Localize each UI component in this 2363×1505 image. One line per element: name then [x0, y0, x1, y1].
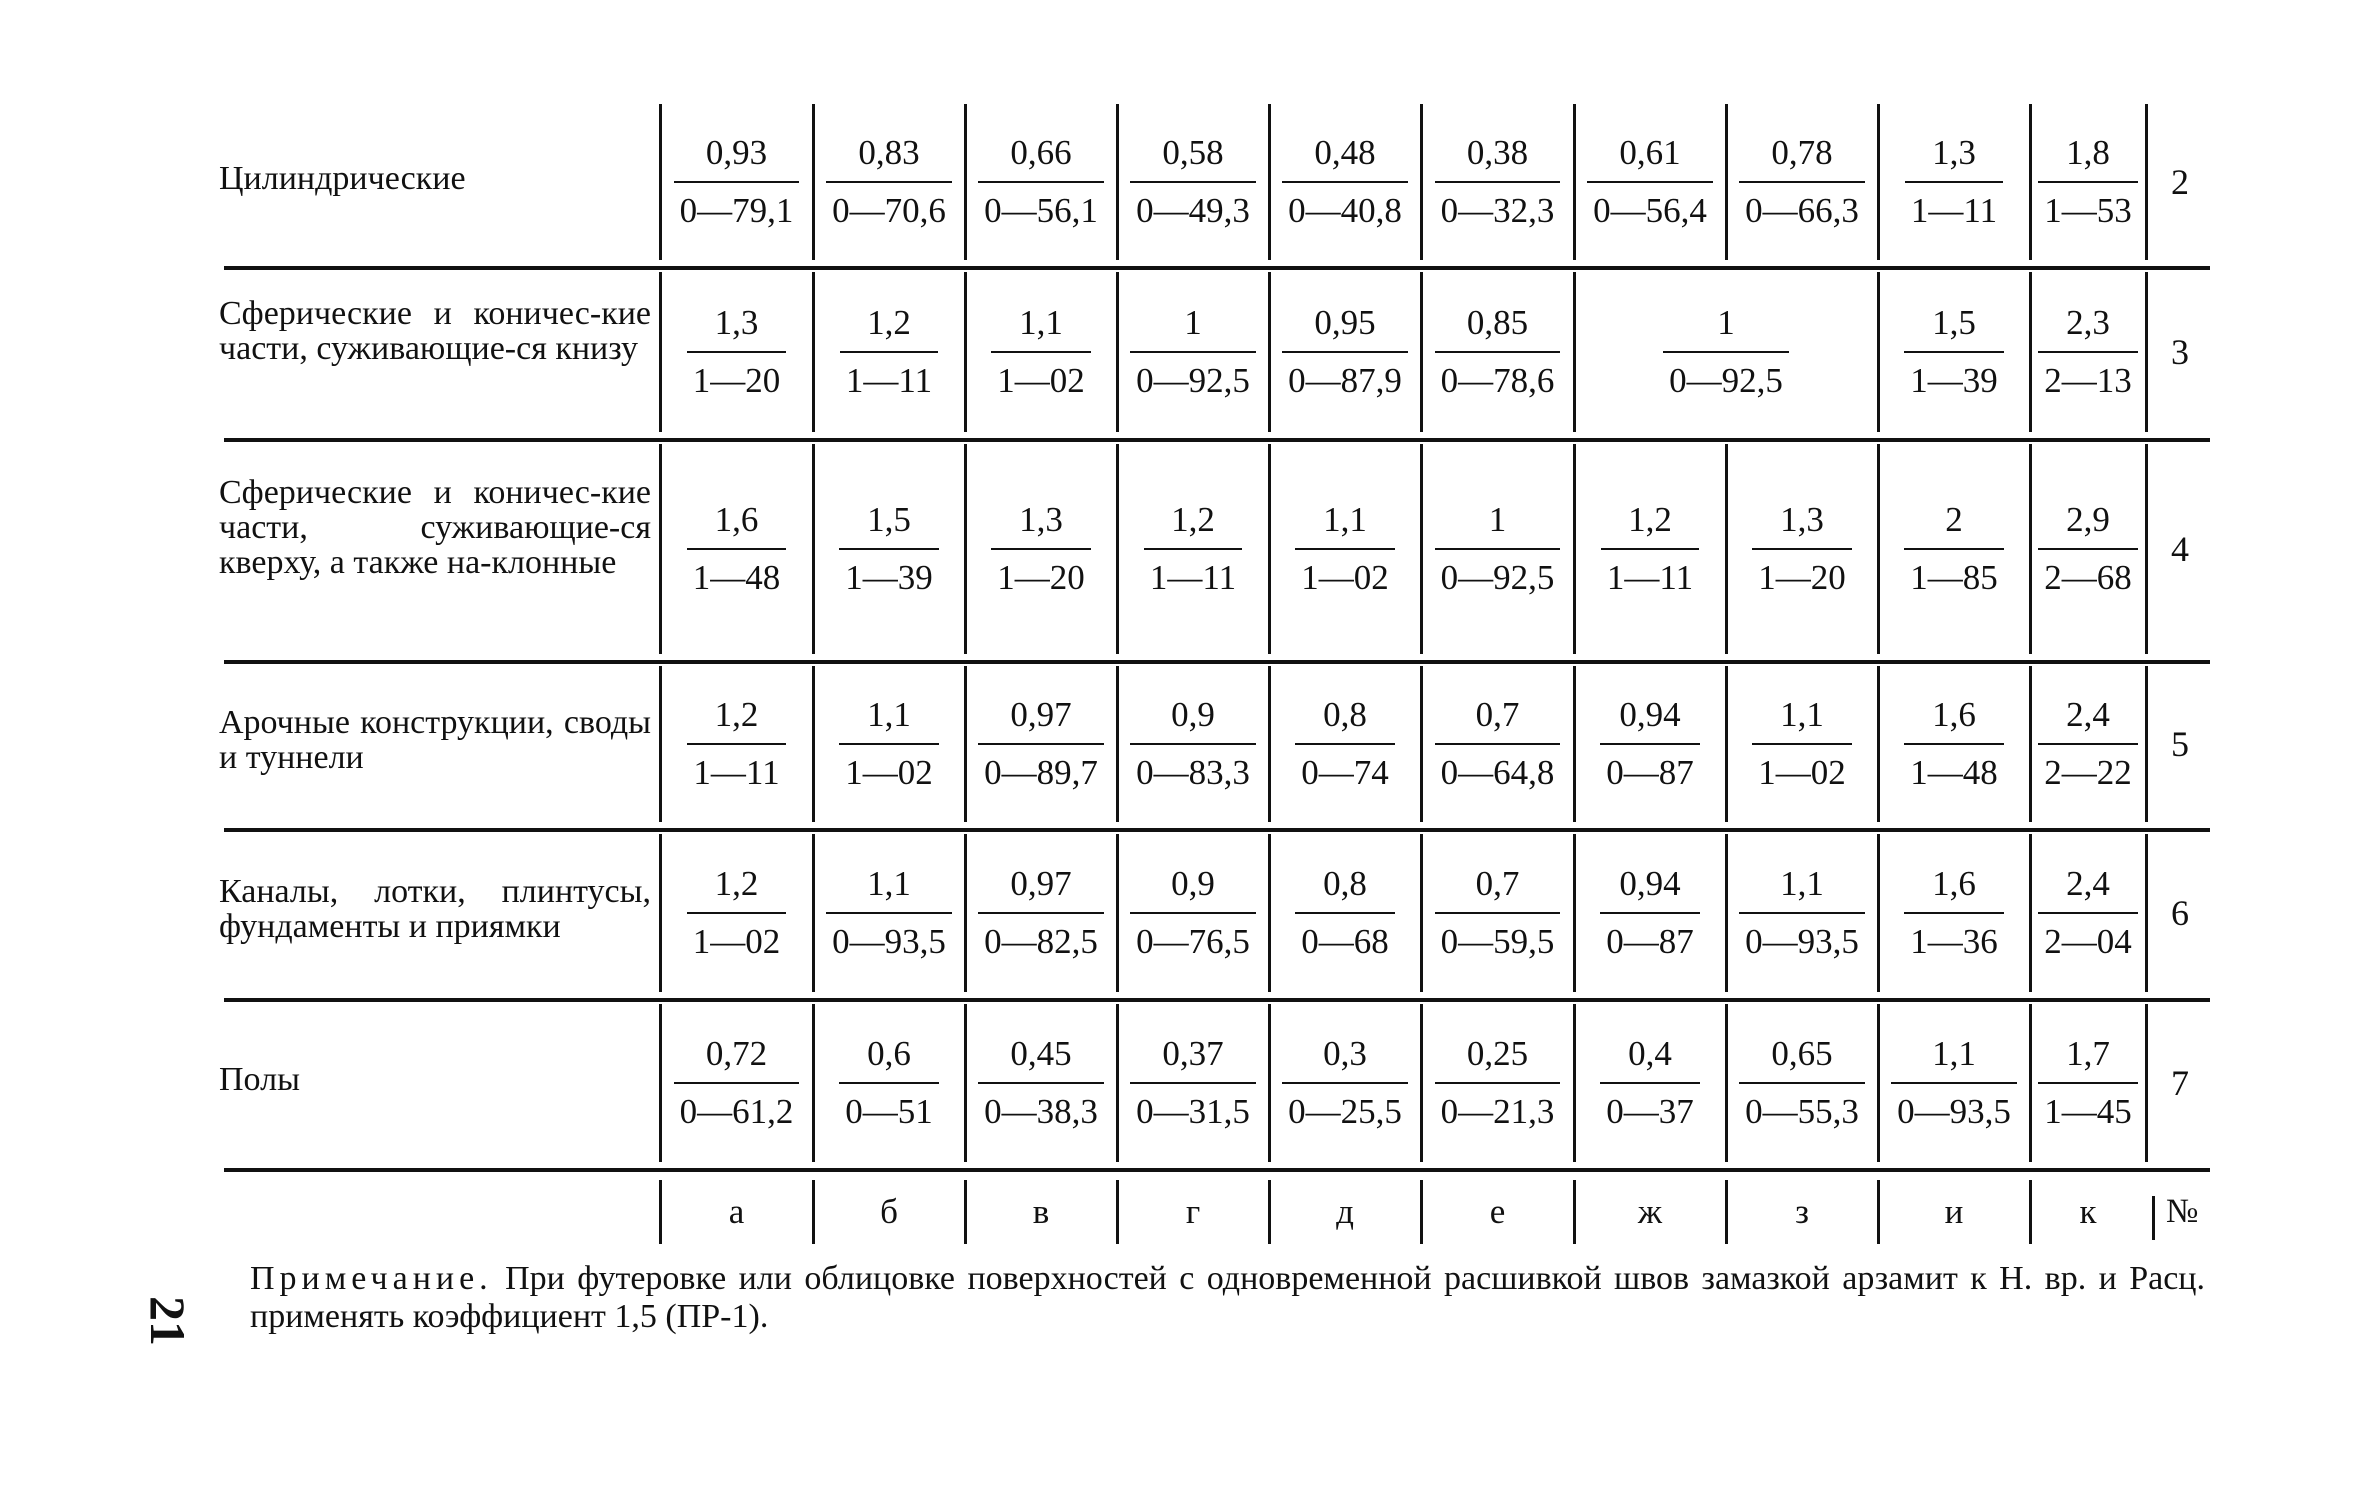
column-letter: д: [1336, 1192, 1354, 1231]
cell-coefficient: 1,2: [1171, 500, 1215, 539]
table-cell: [1729, 666, 1875, 822]
cell-coefficient: 1,8: [2066, 133, 2110, 172]
cell-separator: [1877, 272, 1880, 432]
cell-coefficient: 1: [1488, 500, 1507, 539]
table-cell: [1729, 1004, 1875, 1162]
cell-rate: 0—93,5: [826, 912, 952, 962]
number-column-header: №: [2166, 1193, 2199, 1230]
cell-separator: [1725, 444, 1728, 654]
cell-rate: 1—20: [1752, 548, 1852, 598]
cell-coefficient: 0,6: [867, 1034, 911, 1073]
cell-separator: [1877, 666, 1880, 822]
row-number: 3: [2171, 332, 2189, 372]
cell-coefficient: 0,97: [1010, 864, 1072, 903]
cell-coefficient: 0,8: [1323, 695, 1367, 734]
column-letter: в: [1032, 1192, 1050, 1231]
cell-separator: [812, 104, 815, 260]
cell-coefficient: 1,3: [1780, 500, 1824, 539]
cell-rate: 2—13: [2038, 351, 2138, 401]
row-label: Сферические и коничес-кие части, суживающие-ся книзу: [219, 294, 651, 367]
cell-separator: [1420, 666, 1423, 822]
table-cell: [816, 1004, 962, 1162]
table-cell: [1881, 444, 2027, 654]
row-divider: [224, 998, 2210, 1002]
table-cell: [1424, 666, 1571, 822]
cell-coefficient: 1,7: [2066, 1034, 2110, 1073]
table-cell: [816, 834, 962, 992]
row-number: 6: [2171, 893, 2189, 933]
table-cell: [816, 104, 962, 260]
row-divider: [224, 828, 2210, 832]
table-cell: [1272, 444, 1418, 654]
table-cell: [1272, 666, 1418, 822]
note: [250, 1260, 2205, 1336]
cell-separator: [1573, 444, 1576, 654]
cell-separator: [1877, 104, 1880, 260]
row-number: 4: [2171, 529, 2189, 569]
cell-coefficient: 0,3: [1323, 1034, 1367, 1073]
cell-rate: 0—21,3: [1435, 1082, 1561, 1132]
cell-rate: 1—36: [1904, 912, 2004, 962]
cell-coefficient: 0,45: [1010, 1034, 1072, 1073]
cell-coefficient: 0,94: [1619, 864, 1681, 903]
cell-separator: [964, 444, 967, 654]
cell-rate: 0—83,3: [1130, 743, 1256, 793]
table-cell: [2033, 1004, 2143, 1162]
cell-coefficient: 1,2: [1628, 500, 1672, 539]
cell-separator: [812, 444, 815, 654]
table-cell: [663, 444, 810, 654]
cell-separator: [659, 272, 662, 432]
table-cell: [968, 444, 1114, 654]
cell-coefficient: 1,1: [1780, 695, 1824, 734]
cell-coefficient: 1,1: [867, 695, 911, 734]
table-cell: [816, 666, 962, 822]
row-divider: [224, 266, 2210, 270]
cell-coefficient: 1: [1184, 303, 1202, 342]
cell-coefficient: 0,7: [1475, 864, 1520, 903]
cell-separator: [659, 104, 662, 260]
column-letter: з: [1795, 1192, 1809, 1231]
cell-rate: 0—82,5: [978, 912, 1104, 962]
cell-rate: 0—38,3: [978, 1082, 1104, 1132]
cell-rate: 0—79,1: [674, 181, 800, 231]
table-cell: [663, 1004, 810, 1162]
cell-coefficient: 0,25: [1466, 1034, 1529, 1073]
table-cell: [663, 666, 810, 822]
cell-rate: 0—74: [1295, 743, 1395, 793]
cell-rate: 1—02: [1752, 743, 1852, 793]
cell-separator: [1116, 444, 1119, 654]
cell-coefficient: 0,9: [1171, 864, 1215, 903]
cell-rate: 0—25,5: [1282, 1082, 1408, 1132]
cell-rate: 1—20: [991, 548, 1091, 598]
cell-coefficient: 0,95: [1314, 303, 1376, 342]
cell-rate: 1—39: [839, 548, 939, 598]
cell-rate: 1—02: [687, 912, 787, 962]
cell-separator: [2029, 1004, 2032, 1162]
cell-coefficient: 1,6: [714, 500, 759, 539]
cell-coefficient: 0,4: [1628, 1034, 1672, 1073]
cell-separator: [1116, 104, 1119, 260]
cell-separator: [2145, 104, 2148, 260]
cell-separator: [1268, 104, 1271, 260]
cell-separator: [1116, 834, 1119, 992]
row-divider: [224, 660, 2210, 664]
table-cell: [1577, 1004, 1723, 1162]
cell-rate: 1—11: [840, 351, 938, 401]
cell-separator: [2145, 666, 2148, 822]
cell-coefficient: 0,97: [1010, 695, 1072, 734]
table-cell: [663, 272, 810, 432]
row-number: 2: [2171, 162, 2189, 202]
table-cell: [1424, 104, 1571, 260]
table-cell: [1424, 272, 1571, 432]
row-number: 5: [2171, 724, 2189, 764]
cell-rate: 1—39: [1904, 351, 2004, 401]
table-cell: [663, 834, 810, 992]
table-cell: [2033, 666, 2143, 822]
table-cell: [816, 272, 962, 432]
table-cell: [1272, 1004, 1418, 1162]
table-cell: [1272, 104, 1418, 260]
cell-rate: 1—02: [1295, 548, 1395, 598]
table-cell: [1881, 834, 2027, 992]
cell-rate: 0—61,2: [674, 1082, 800, 1132]
cell-coefficient: 0,94: [1619, 695, 1681, 734]
cell-coefficient: 1,5: [1932, 303, 1976, 342]
table-cell: [1729, 834, 1875, 992]
cell-coefficient: 1,1: [1932, 1034, 1976, 1073]
cell-coefficient: 1: [1717, 303, 1735, 342]
cell-rate: 0—68: [1295, 912, 1395, 962]
table-cell: [1120, 444, 1266, 654]
table-cell: [1881, 1004, 2027, 1162]
cell-separator: [964, 272, 967, 432]
table-cell: [2033, 104, 2143, 260]
cell-coefficient: 2,3: [2066, 303, 2110, 342]
cell-separator: [1420, 104, 1423, 260]
column-letter: б: [880, 1192, 898, 1231]
cell-coefficient: 1,1: [1019, 303, 1063, 342]
note-text: При футеровке или облицовке поверхностей с одновременной расшивкой швов замазкой арзамит к Н. вр. и Расц. применять коэффициент 1,5 (ПР-1).: [250, 1260, 2206, 1335]
cell-rate: 1—48: [1904, 743, 2004, 793]
table-cell: [968, 666, 1114, 822]
table-cell: [1120, 1004, 1266, 1162]
cell-separator: [1573, 1004, 1576, 1162]
cell-coefficient: 2: [1945, 500, 1963, 539]
cell-separator: [1877, 444, 1880, 654]
table-cell: [1729, 104, 1875, 260]
row-label: Полы: [219, 1060, 300, 1098]
cell-separator: [1877, 1004, 1880, 1162]
cell-separator: [1420, 1004, 1423, 1162]
cell-rate: 1—48: [687, 548, 787, 598]
cell-separator: [1573, 834, 1576, 992]
cell-rate: 0—51: [839, 1082, 939, 1132]
cell-rate: 0—76,5: [1130, 912, 1256, 962]
cell-separator: [659, 834, 662, 992]
row-divider: [224, 438, 2210, 442]
table-cell: [1729, 444, 1875, 654]
cell-rate: 2—22: [2038, 743, 2138, 793]
table-cell: [1881, 666, 2027, 822]
cell-separator: [2145, 1004, 2148, 1162]
cell-coefficient: 0,8: [1323, 864, 1367, 903]
row-divider: [224, 1168, 2210, 1172]
cell-separator: [1116, 272, 1119, 432]
table-cell: [1881, 104, 2027, 260]
table-cell: [1577, 104, 1723, 260]
cell-coefficient: 0,78: [1771, 133, 1833, 172]
cell-separator: [659, 444, 662, 654]
cell-rate: 0—31,5: [1130, 1082, 1256, 1132]
cell-coefficient: 1,3: [1932, 133, 1976, 172]
cell-rate: 0—93,5: [1739, 912, 1865, 962]
cell-rate: 1—11: [1905, 181, 2003, 231]
cell-separator: [2145, 444, 2148, 654]
cell-separator: [1573, 666, 1576, 822]
cell-separator: [2029, 834, 2032, 992]
cell-rate: 1—11: [1601, 548, 1699, 598]
cell-separator: [1725, 834, 1728, 992]
cell-rate: 1—45: [2038, 1082, 2138, 1132]
cell-separator: [1268, 272, 1271, 432]
cell-separator: [2029, 666, 2032, 822]
cell-separator: [964, 1004, 967, 1162]
row-label: Арочные конструкции, своды и туннели: [219, 704, 651, 776]
column-letter: ж: [1637, 1192, 1663, 1231]
cell-separator: [2145, 272, 2148, 432]
table-cell: [1424, 834, 1571, 992]
cell-rate: 0—49,3: [1130, 181, 1256, 231]
cell-rate: 0—87,9: [1282, 351, 1408, 401]
cell-separator: [812, 666, 815, 822]
table-cell: [1577, 444, 1723, 654]
cell-rate: 0—92,5: [1435, 548, 1561, 598]
table-cell: [968, 834, 1114, 992]
table-cell: [1120, 666, 1266, 822]
cell-separator: [812, 834, 815, 992]
cell-rate: 0—87: [1600, 743, 1700, 793]
cell-separator: [964, 834, 967, 992]
cell-rate: 0—64,8: [1435, 743, 1561, 793]
cell-coefficient: 2,4: [2066, 864, 2110, 903]
cell-coefficient: 1,1: [1780, 864, 1824, 903]
cell-rate: 0—70,6: [826, 181, 952, 231]
cell-coefficient: 0,37: [1162, 1034, 1224, 1073]
row-label: Цилиндрические: [219, 159, 466, 197]
cell-rate: 2—04: [2038, 912, 2138, 962]
cell-rate: 0—55,3: [1739, 1082, 1865, 1132]
table-cell: [1272, 272, 1418, 432]
cell-separator: [964, 104, 967, 260]
table-cell: [1577, 272, 1875, 432]
cell-separator: [1725, 1004, 1728, 1162]
cell-separator: [1725, 666, 1728, 822]
cell-separator: [659, 1004, 662, 1162]
cell-separator: [1116, 1004, 1119, 1162]
table-cell: [968, 104, 1114, 260]
table-cell: [2033, 834, 2143, 992]
cell-coefficient: 1,1: [1323, 500, 1367, 539]
cell-coefficient: 0,38: [1466, 133, 1529, 172]
table-cell: [1120, 272, 1266, 432]
cell-rate: 0—32,3: [1435, 181, 1561, 231]
cell-coefficient: 1,1: [867, 864, 911, 903]
cell-rate: 1—85: [1904, 548, 2004, 598]
cell-coefficient: 0,48: [1314, 133, 1376, 172]
row-label: Сферические и коничес-кие части, суживающие-ся кверху, а также на-клонные: [219, 474, 651, 581]
cell-rate: 0—92,5: [1130, 351, 1256, 401]
cell-coefficient: 0,7: [1475, 695, 1520, 734]
cell-coefficient: 0,58: [1162, 133, 1224, 172]
cell-coefficient: 2,4: [2066, 695, 2110, 734]
cell-rate: 1—02: [991, 351, 1091, 401]
cell-rate: 1—20: [687, 351, 787, 401]
cell-rate: 1—11: [1144, 548, 1242, 598]
cell-rate: 0—87: [1600, 912, 1700, 962]
cell-rate: 0—78,6: [1435, 351, 1561, 401]
cell-rate: 1—02: [839, 743, 939, 793]
cell-coefficient: 0,61: [1619, 133, 1681, 172]
cell-coefficient: 0,65: [1771, 1034, 1833, 1073]
cell-coefficient: 0,72: [705, 1034, 768, 1073]
table-cell: [1120, 104, 1266, 260]
cell-coefficient: 1,6: [1932, 695, 1976, 734]
cell-separator: [812, 272, 815, 432]
cell-rate: 0—56,1: [978, 181, 1104, 231]
column-letter-separator: [2152, 1196, 2155, 1240]
cell-separator: [1268, 1004, 1271, 1162]
table-cell: [968, 272, 1114, 432]
cell-separator: [1420, 444, 1423, 654]
table-cell: [1881, 272, 2027, 432]
row-number: 7: [2171, 1063, 2189, 1103]
table-cell: [1577, 666, 1723, 822]
cell-rate: 1—11: [687, 743, 785, 793]
cell-coefficient: 0,85: [1466, 303, 1529, 342]
table-cell: [1120, 834, 1266, 992]
cell-separator: [2029, 444, 2032, 654]
table-cell: [1272, 834, 1418, 992]
cell-separator: [1420, 834, 1423, 992]
column-letter: г: [1185, 1192, 1201, 1231]
table-cell: [816, 444, 962, 654]
cell-rate: 1—53: [2038, 181, 2138, 231]
column-letter: е: [1489, 1192, 1506, 1231]
cell-rate: 0—66,3: [1739, 181, 1865, 231]
column-letter: и: [1944, 1192, 1964, 1231]
cell-coefficient: 1,3: [714, 303, 759, 342]
cell-coefficient: 1,2: [714, 695, 759, 734]
cell-rate: 2—68: [2038, 548, 2138, 598]
cell-separator: [1268, 666, 1271, 822]
cell-coefficient: 1,2: [714, 864, 759, 903]
cell-rate: 0—93,5: [1891, 1082, 2017, 1132]
cell-coefficient: 0,93: [705, 133, 768, 172]
table-cell: [663, 104, 810, 260]
cell-separator: [812, 1004, 815, 1162]
cell-separator: [1573, 104, 1576, 260]
cell-rate: 0—89,7: [978, 743, 1104, 793]
cell-separator: [1725, 104, 1728, 260]
cell-coefficient: 1,3: [1019, 500, 1063, 539]
column-letter: а: [728, 1192, 745, 1231]
column-letter: к: [2079, 1192, 2097, 1231]
note-heading: Примечание.: [250, 1260, 493, 1297]
cell-separator: [1116, 666, 1119, 822]
cell-separator: [1573, 272, 1576, 432]
cell-separator: [2029, 104, 2032, 260]
cell-coefficient: 1,6: [1932, 864, 1976, 903]
row-label: Каналы, лотки, плинтусы, фундаменты и приямки: [219, 873, 651, 945]
cell-separator: [659, 666, 662, 822]
cell-rate: 0—59,5: [1435, 912, 1561, 962]
cell-separator: [2029, 272, 2032, 432]
cell-rate: 0—40,8: [1282, 181, 1408, 231]
table-cell: [1577, 834, 1723, 992]
table-cell: [2033, 444, 2143, 654]
cell-coefficient: 0,9: [1171, 695, 1215, 734]
table-cell: [1424, 1004, 1571, 1162]
cell-separator: [1268, 444, 1271, 654]
cell-separator: [964, 666, 967, 822]
table-cell: [2033, 272, 2143, 432]
cell-coefficient: 2,9: [2066, 500, 2110, 539]
cell-rate: 0—92,5: [1663, 351, 1789, 401]
cell-rate: 0—37: [1600, 1082, 1700, 1132]
cell-coefficient: 0,66: [1010, 133, 1072, 172]
cell-separator: [1268, 834, 1271, 992]
table-cell: [968, 1004, 1114, 1162]
page-number: 21: [140, 1296, 196, 1346]
cell-separator: [2145, 834, 2148, 992]
cell-separator: [1877, 834, 1880, 992]
cell-separator: [1420, 272, 1423, 432]
cell-coefficient: 1,2: [867, 303, 911, 342]
table-cell: [1424, 444, 1571, 654]
cell-coefficient: 0,83: [858, 133, 920, 172]
cell-coefficient: 1,5: [867, 500, 911, 539]
cell-rate: 0—56,4: [1587, 181, 1713, 231]
